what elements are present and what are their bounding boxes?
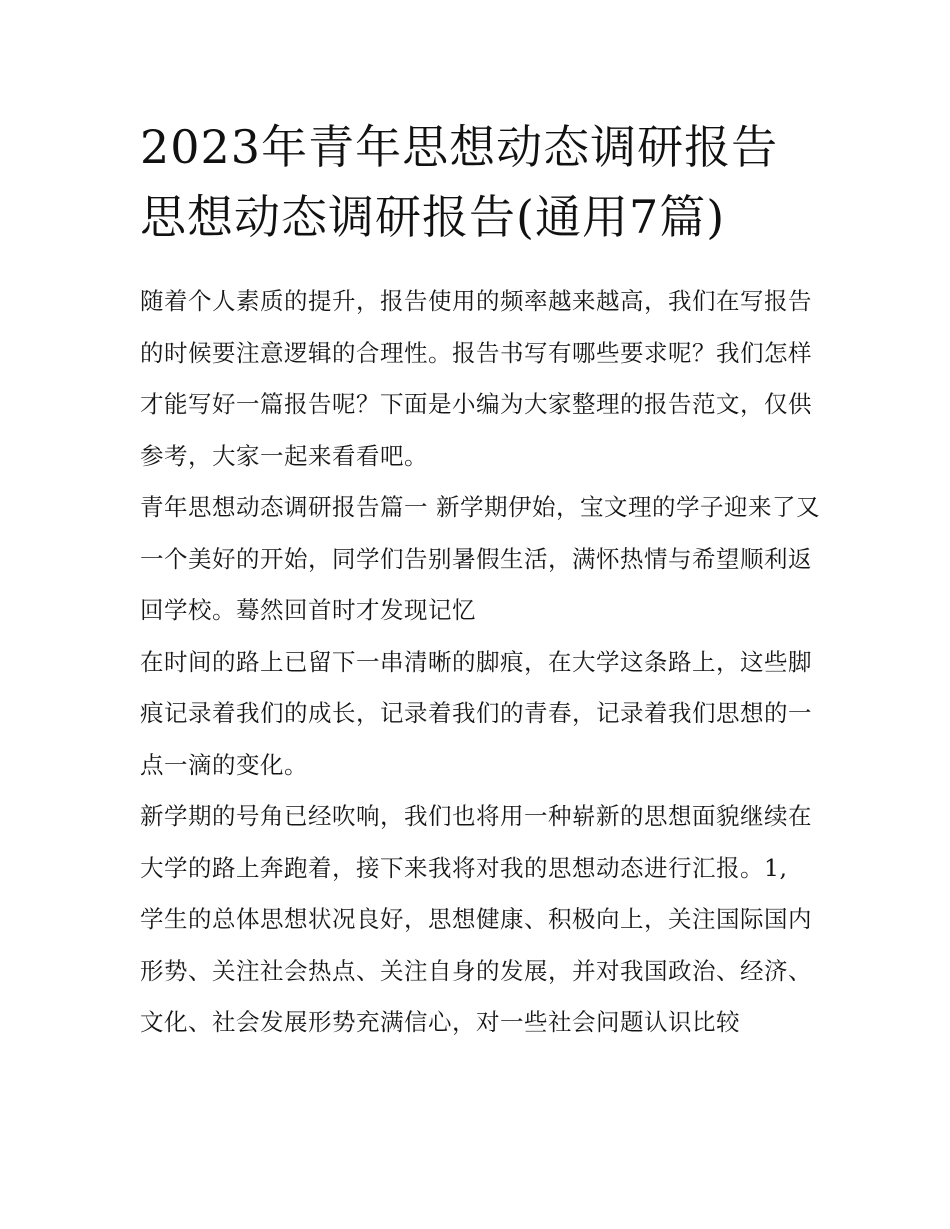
paragraph-new-semester: 新学期的号角已经吹响，我们也将用一种崭新的思想面貌继续在大学的路上奔跑着，接下来我将对我的思想动态进行汇报。1, bbox=[140, 802, 812, 882]
document-body bbox=[140, 276, 820, 1049]
document-title bbox=[140, 112, 840, 252]
paragraph-section-one: 青年思想动态调研报告篇一 新学期伊始，宝文理的学子迎来了又一个美好的开始，同学们告别暑假生活，满怀热情与希望顺利返回学校。蓦然回首时才发现记忆 bbox=[140, 493, 820, 624]
title-line-1: 2023年青年思想动态调研报告 bbox=[140, 120, 779, 174]
paragraph-intro: 随着个人素质的提升，报告使用的频率越来越高，我们在写报告的时候要注意逻辑的合理性。报告书写有哪些要求呢？我们怎样才能写好一篇报告呢？下面是小编为大家整理的报告范文，仅供参考，大家一起来看看吧。 bbox=[140, 287, 812, 470]
paragraph-overall-status: 学生的总体思想状况良好，思想健康、积极向上，关注国际国内形势、关注社会热点、关注自身的发展，并对我国政治、经济、文化、社会发展形势充满信心，对一些社会问题认识比较 bbox=[140, 905, 812, 1036]
title-line-2: 思想动态调研报告(通用7篇) bbox=[140, 190, 726, 244]
paragraph-memory: 在时间的路上已留下一串清晰的脚痕，在大学这条路上，这些脚痕记录着我们的成长，记录着我们的青春，记录着我们思想的一点一滴的变化。 bbox=[140, 647, 812, 779]
